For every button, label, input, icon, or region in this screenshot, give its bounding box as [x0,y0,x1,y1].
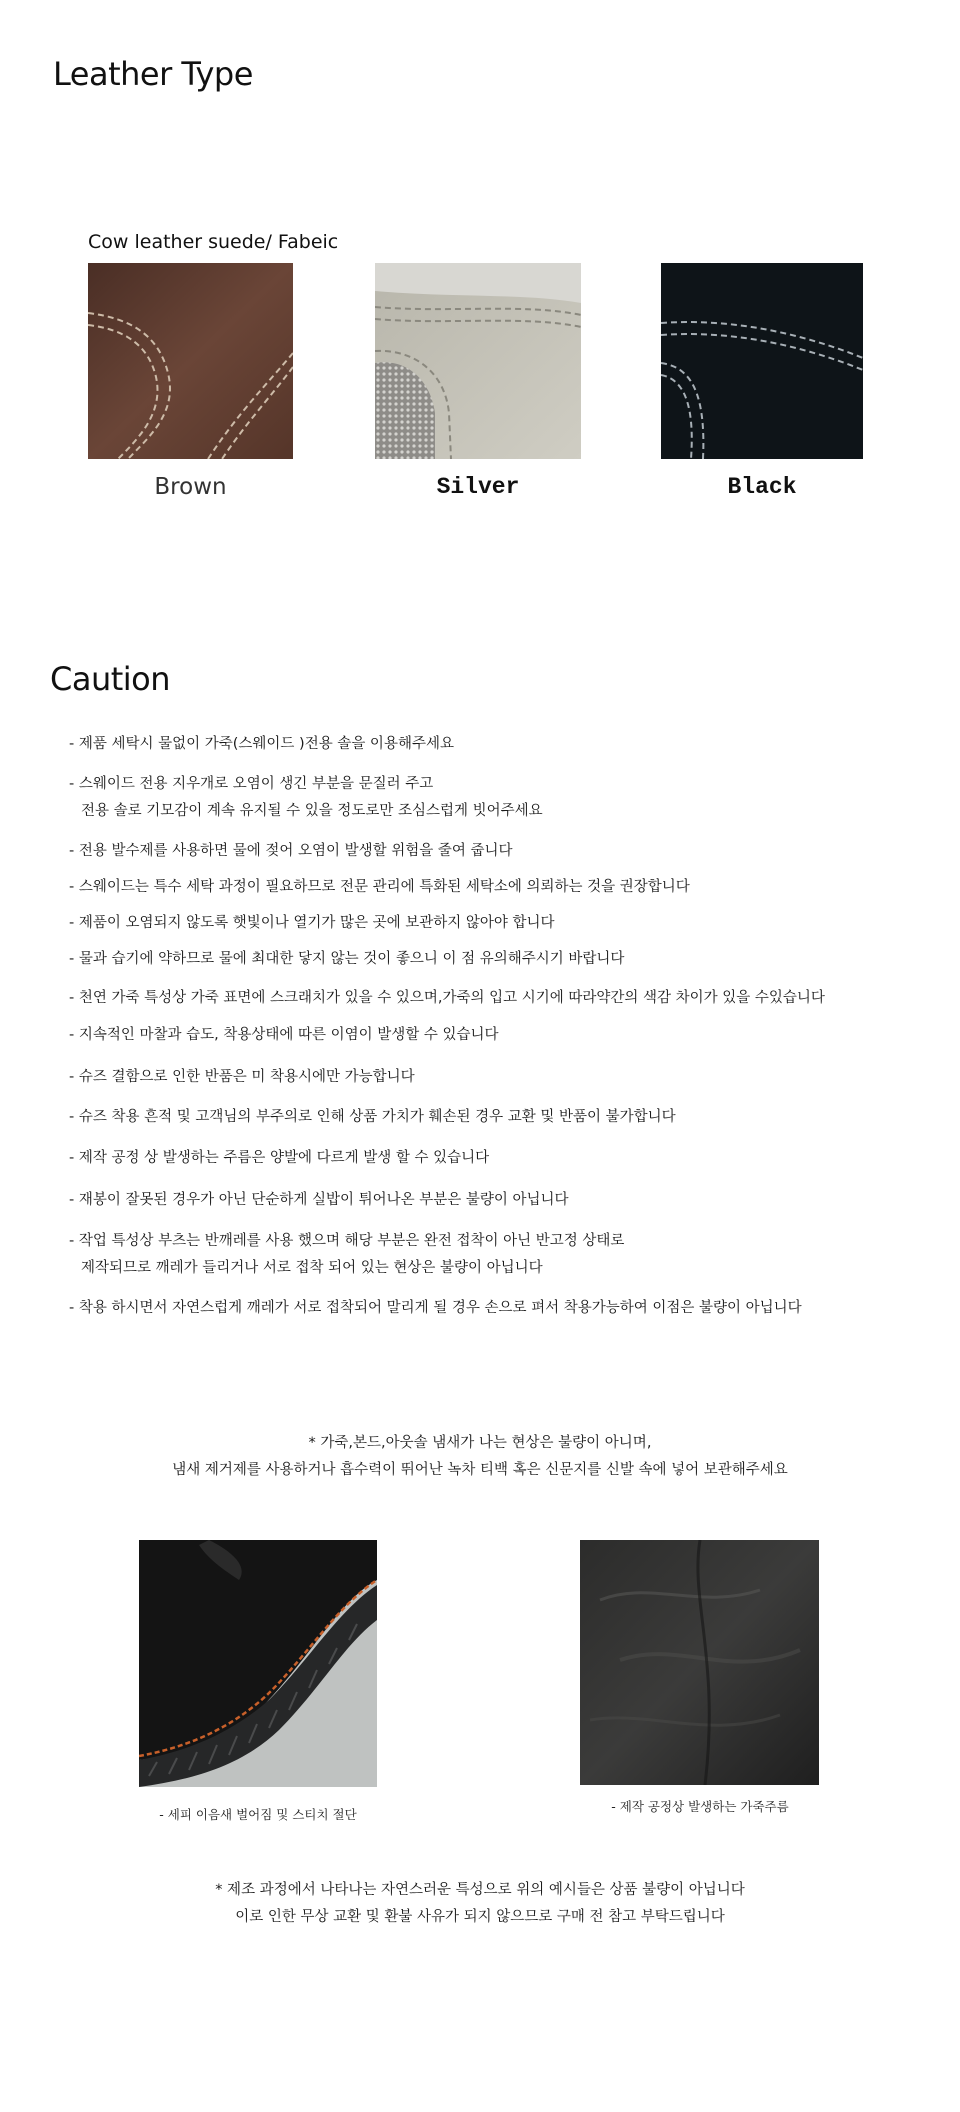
caution-item [69,1187,569,1214]
swatch-silver-image [375,263,581,459]
caution-item [69,1145,489,1172]
leather-type-heading: Leather Type [53,55,253,93]
leather-material-subtitle: Cow leather suede/ Fabeic [88,231,339,253]
caution-item [69,731,454,758]
caution-item [69,1022,499,1049]
caution-line: - 착용 하시면서 자연스럽게 깨레가 서로 접착되어 말리게 될 경우 손으로 펴서 착용가능하여 이점은 불량이 아닙니다 [69,1300,802,1316]
caution-line: - 제품이 오염되지 않도록 햇빛이나 열기가 많은 곳에 보관하지 않아야 합니다 [69,915,555,931]
caution-item [69,1295,802,1322]
caution-line: - 스웨이드 전용 지우개로 오염이 생긴 부분을 문질러 주고 [69,776,434,792]
final-note-line: 이로 인한 무상 교환 및 환불 사유가 되지 않으므로 구매 전 참고 부탁드립니다 [235,1909,725,1925]
smell-note-line: 냄새 제거제를 사용하거나 흡수력이 뛰어난 녹차 티백 혹은 신문지를 신발 속에 넣어 보관해주세요 [172,1462,788,1478]
caution-item [69,1104,676,1131]
caution-line: - 슈즈 결함으로 인한 반품은 미 착용시에만 가능합니다 [69,1069,415,1085]
caution-line: - 전용 발수제를 사용하면 물에 젖어 오염이 발생할 위험을 줄여 줍니다 [69,843,513,859]
caution-line: 제작되므로 깨레가 들리거나 서로 접착 되어 있는 현상은 불량이 아닙니다 [81,1260,543,1276]
caution-item [69,838,513,865]
caution-item [69,874,690,901]
smell-note [0,1430,960,1484]
caution-line: - 제품 세탁시 물없이 가죽(스웨이드 )전용 솔을 이용해주세요 [69,736,454,752]
caution-line: - 작업 특성상 부츠는 반깨레를 사용 했으며 해당 부분은 완전 접착이 아닌 반고정 상태로 [69,1233,625,1249]
final-note [0,1877,960,1931]
sole-seam-caption: - 세피 이음새 벌어짐 및 스티치 절단 [159,1807,357,1822]
leather-wrinkle-example-image [580,1540,819,1785]
final-note-line: * 제조 과정에서 나타나는 자연스러운 특성으로 위의 예시들은 상품 불량이 아닙니다 [215,1882,745,1898]
leather-wrinkle-caption: - 제작 공정상 발생하는 가죽주름 [611,1799,789,1814]
swatch-brown-image [88,263,293,459]
caution-line: - 물과 습기에 약하므로 물에 최대한 닿지 않는 것이 좋으니 이 점 유의해주시기 바랍니다 [69,951,625,967]
caution-line: - 재봉이 잘못된 경우가 아닌 단순하게 실밥이 튀어나온 부분은 불량이 아닙니다 [69,1192,569,1208]
caution-line: - 천연 가죽 특성상 가죽 표면에 스크래치가 있을 수 있으며,가죽의 입고 시기에 따라약간의 색감 차이가 있을 수있습니다 [69,990,825,1006]
caution-line: - 슈즈 착용 흔적 및 고객님의 부주의로 인해 상품 가치가 훼손된 경우 교환 및 반품이 불가합니다 [69,1109,676,1125]
caution-item [69,985,825,1012]
caution-line: - 스웨이드는 특수 세탁 과정이 필요하므로 전문 관리에 특화된 세탁소에 의뢰하는 것을 권장합니다 [69,879,690,895]
caution-line: - 제작 공정 상 발생하는 주름은 양발에 다르게 발생 할 수 있습니다 [69,1150,490,1166]
caution-item [69,910,555,937]
swatch-label-brown: Brown [154,474,227,500]
caution-item [69,1228,624,1282]
caution-item [69,771,543,825]
caution-item [69,1064,415,1091]
caution-heading: Caution [50,660,171,698]
caution-line: - 지속적인 마찰과 습도, 착용상태에 따른 이염이 발생할 수 있습니다 [69,1027,499,1043]
caution-line: 전용 솔로 기모감이 계속 유지될 수 있을 정도로만 조심스럽게 빗어주세요 [81,803,543,819]
smell-note-line: * 가죽,본드,아웃솔 냄새가 나는 현상은 불량이 아니며, [308,1435,652,1451]
sole-seam-example-image [139,1540,377,1787]
swatch-label-black: Black [727,474,797,500]
swatch-black-image [661,263,863,459]
caution-item [69,946,624,973]
swatch-label-silver: Silver [436,474,520,500]
